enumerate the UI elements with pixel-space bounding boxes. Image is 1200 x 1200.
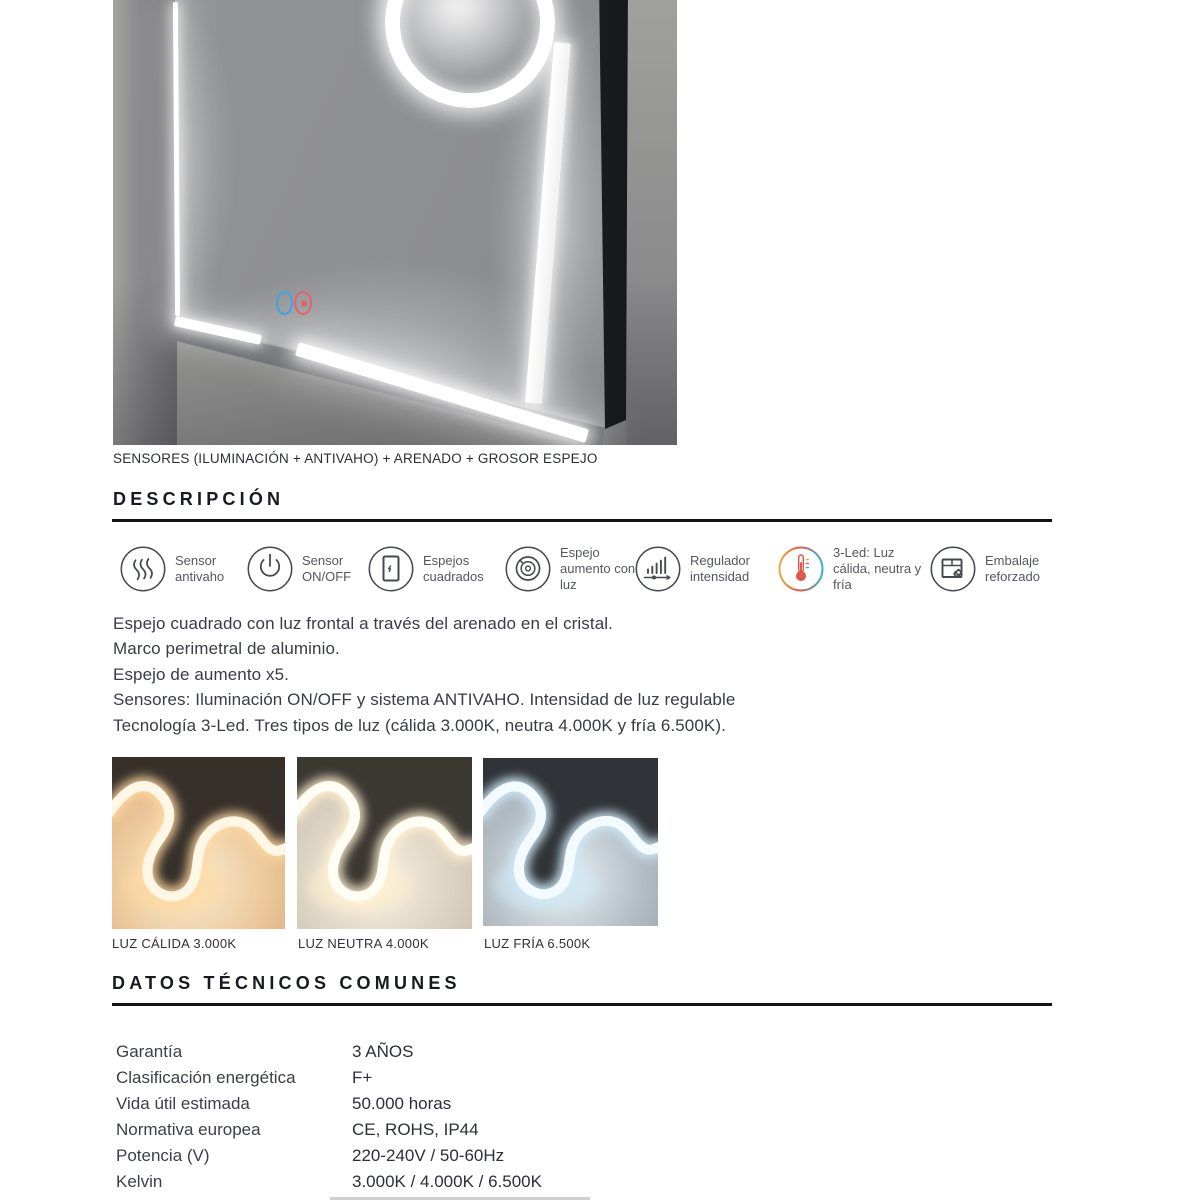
row-label: Normativa europea	[116, 1120, 261, 1139]
row-value: 50.000 horas	[352, 1094, 452, 1113]
row-value: 3 AÑOS	[352, 1042, 414, 1061]
section-heading-datos-tecnicos: DATOS TÉCNICOS COMUNES	[112, 973, 461, 993]
table-row	[116, 1172, 542, 1198]
divider	[112, 519, 1052, 522]
feature-label: Sensor antivaho	[175, 553, 225, 584]
package-icon	[930, 546, 976, 592]
feature-item	[120, 545, 245, 593]
table-row	[116, 1146, 542, 1172]
power-touch-sensor-icon	[276, 291, 293, 315]
light-sample-label: LUZ FRÍA 6.500K	[484, 936, 591, 951]
feature-item	[368, 545, 511, 593]
light-sample-image-warm[interactable]	[112, 757, 285, 929]
row-label: Potencia (V)	[116, 1146, 210, 1165]
table-row	[116, 1094, 542, 1120]
antifog-touch-sensor-icon	[294, 291, 312, 315]
intensity-icon	[635, 546, 681, 592]
table-row	[116, 1120, 542, 1146]
row-value: 220-240V / 50-60Hz	[352, 1146, 505, 1165]
feature-label: 3-Led: Luz cálida, neutra y fría	[833, 545, 922, 592]
description-line: Tecnología 3-Led. Tres tipos de luz (cálida 3.000K, neutra 4.000K y fría 6.500K).	[113, 716, 726, 735]
row-label: Clasificación energética	[116, 1068, 296, 1087]
light-sample-image-cool[interactable]	[483, 758, 658, 926]
feature-item	[635, 545, 776, 593]
steam-icon	[120, 546, 166, 592]
row-value: F+	[352, 1068, 373, 1087]
table-row	[116, 1042, 542, 1068]
feature-item	[247, 545, 374, 593]
description-line: Espejo cuadrado con luz frontal a través del arenado en el cristal.	[113, 614, 613, 633]
tech-table	[116, 1042, 542, 1198]
product-photo[interactable]	[113, 0, 677, 445]
power-icon	[247, 546, 293, 592]
light-sample-label: LUZ NEUTRA 4.000K	[298, 936, 429, 951]
feature-item	[778, 545, 923, 593]
light-sample-image-neutral[interactable]	[297, 757, 472, 929]
feature-item	[930, 545, 1067, 593]
feature-label: Embalaje reforzado	[985, 553, 1040, 584]
table-row	[116, 1068, 542, 1094]
photo-caption: SENSORES (ILUMINACIÓN + ANTIVAHO) + ARENADO + GROSOR ESPEJO	[113, 451, 598, 466]
row-label: Garantía	[116, 1042, 183, 1061]
light-sample-label: LUZ CÁLIDA 3.000K	[112, 936, 237, 951]
thermometer-icon	[778, 546, 824, 592]
square-mirror-icon	[368, 546, 414, 592]
description-line: Marco perimetral de aluminio.	[113, 639, 340, 658]
feature-label: Regulador intensidad	[690, 553, 750, 584]
feature-label: Espejos cuadrados	[423, 553, 484, 584]
feature-label: Sensor ON/OFF	[302, 553, 352, 584]
antifog-sensor-dot	[301, 300, 307, 307]
feature-item	[505, 545, 636, 593]
description-line: Sensores: Iluminación ON/OFF y sistema ANTIVAHO. Intensidad de luz regulable	[113, 690, 736, 709]
description-line: Espejo de aumento x5.	[113, 665, 289, 684]
feature-label: Espejo aumento con luz	[560, 545, 636, 592]
row-label: Kelvin	[116, 1172, 163, 1191]
row-value: CE, ROHS, IP44	[352, 1120, 479, 1139]
magnifier-mirror-icon	[505, 546, 551, 592]
row-value: 3.000K / 4.000K / 6.500K	[352, 1172, 542, 1191]
section-heading-descripcion: DESCRIPCIÓN	[113, 489, 285, 509]
row-label: Vida útil estimada	[116, 1094, 250, 1113]
divider	[112, 1003, 1052, 1006]
